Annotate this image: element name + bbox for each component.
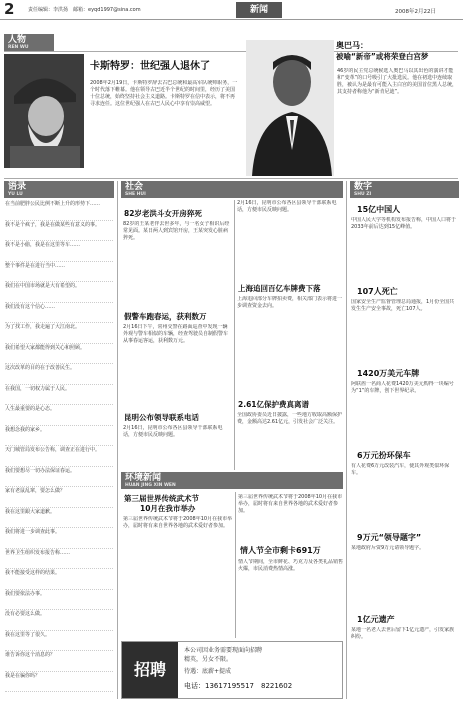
shuzi-body: 中国人民大学等机构发布报告称，中国人口将于2033年前后达到15亿峰值。 bbox=[351, 217, 457, 230]
yulu-item: 我们希望大家都能得到关心和照顾。 bbox=[5, 344, 113, 365]
yulu-item: 我们将进一步调查此事。 bbox=[5, 528, 113, 549]
huanjing-a1-headline-1: 第三届世界传统武术节 bbox=[124, 494, 199, 503]
yulu-item: 我在这里跟大家道歉。 bbox=[5, 508, 113, 529]
shuzi-headline: 1420万美元车牌 bbox=[357, 369, 420, 378]
huanjing-a2-body: 情人节期间，全市鲜花、巧克力及各类礼品销售火爆，市民消费热情高涨。 bbox=[238, 559, 343, 572]
shuzi-body: 有人花费6万元改装汽车，使其外观类似环保车。 bbox=[351, 463, 450, 476]
ad-phone-line bbox=[184, 682, 342, 691]
shuzi-body: 阿联酋一名商人花费1420万美元购得一块编号为“1”的车牌，创下世界纪录。 bbox=[351, 381, 454, 394]
ad-text-1: 本公司因业务需要现面向招聘 bbox=[184, 647, 263, 654]
yulu-item: 在当前肥胖公民比例不断上升的形势下…… bbox=[5, 200, 113, 221]
shuzi-headline: 6万元扮环保车 bbox=[357, 451, 411, 460]
shuzi-body: 某地政府斥资9万元请领导题字。 bbox=[351, 545, 425, 551]
huanjing-a1-headline-2: 10月在我市举办 bbox=[140, 504, 196, 513]
yulu-subtitle: YU LU bbox=[8, 192, 23, 197]
yulu-item: 我不是个疯子，我是在做某些有意义的事。 bbox=[5, 221, 113, 242]
yulu-item: 谁告诉你这个消息的？ bbox=[5, 651, 113, 672]
huanjing-col2-continuation: 第三届世界传统武术节将于2008年10月在我市举办，届时将有来自世界各地的武术爱好者参加。 bbox=[238, 494, 343, 514]
shuzi-body: 国家安全生产监督管理总局通报，1月份全国共发生生产安全事故，死亡107人。 bbox=[351, 299, 455, 312]
shuzi-title: 数字 bbox=[354, 182, 373, 192]
shuzi-item bbox=[351, 530, 458, 612]
huanjing-title: 环境新闻 bbox=[125, 473, 162, 483]
ad-title: 招聘 bbox=[122, 642, 178, 698]
section-divider bbox=[4, 178, 458, 179]
huanjing-subtitle: HUAN JING XIN WEN bbox=[125, 483, 176, 488]
obama-headline-1: 奥巴马： bbox=[336, 41, 368, 50]
shehui-a2-headline: 假警车跑春运，获利数万 bbox=[124, 312, 207, 321]
publish-date: 2008年2月22日 bbox=[395, 9, 436, 15]
renwu-title: 人物 bbox=[8, 35, 27, 45]
shuzi-item bbox=[351, 612, 458, 694]
obama-photo bbox=[246, 40, 334, 176]
shuzi-headline: 107人死亡 bbox=[357, 287, 398, 296]
huanjing-a1-body: 第三届世界传统武术节将于2008年10月在我市举办，届时将有来自世界各地的武术爱好者参加。 bbox=[123, 516, 233, 529]
ad-text-2: 精英，另女不限。 bbox=[184, 656, 233, 663]
shehui-a1-body: 82岁的王某老伴去世多年，与一名女子相识后经常见面。某日两人到宾馆开房，王某突发心脏病猝死。 bbox=[123, 221, 230, 241]
shuzi-item bbox=[351, 284, 458, 366]
yulu-item: 整个事件是在进行当中…… bbox=[5, 262, 113, 283]
ad-phone-label: 电话： bbox=[184, 682, 205, 690]
yulu-item: 我们要想尽一切办法保证春运。 bbox=[5, 467, 113, 488]
yulu-item: 家有老鼠乱窜，要怎么做？ bbox=[5, 487, 113, 508]
yulu-item: 天门城管局发布公告称，调查正在进行中。 bbox=[5, 446, 113, 467]
shuzi-headline: 9万元“领导题字” bbox=[357, 533, 422, 542]
renwu-subtitle: REN WU bbox=[8, 45, 29, 50]
shuzi-headline: 1亿元遗产 bbox=[357, 615, 395, 624]
yulu-title: 语录 bbox=[8, 182, 27, 192]
obama-headline-2: 被喻“新帝”或将荣登白宫梦 bbox=[336, 52, 429, 61]
shuzi-item bbox=[351, 448, 458, 530]
shehui-subtitle: SHE HUI bbox=[125, 192, 146, 197]
shehui-a3-body: 2月16日，昆明市公布各区县领导干部联系电话，方便市民反映问题。 bbox=[123, 425, 223, 438]
castro-headline: 卡斯特罗：世纪强人退休了 bbox=[90, 61, 210, 72]
yulu-item: 这次改革的目的在于改善民生。 bbox=[5, 364, 113, 385]
yulu-item: 我想念我的家乡。 bbox=[5, 426, 113, 447]
shuzi-list bbox=[351, 202, 458, 698]
shuzi-item bbox=[351, 366, 458, 448]
shuzi-headline: 15亿中国人 bbox=[357, 205, 401, 214]
ad-contact: 待遇：底薪+提成 bbox=[184, 668, 232, 675]
shuzi-subtitle: SHU ZI bbox=[354, 192, 372, 197]
shehui-a4-headline: 上海追回百亿车牌费下落 bbox=[238, 284, 321, 293]
yulu-item: 我不能接受这样的结果。 bbox=[5, 569, 113, 590]
column-rule-1 bbox=[117, 181, 118, 699]
yulu-item: 在我国，一切权力属于人民。 bbox=[5, 385, 113, 406]
shehui-a5-headline: 2.61亿保护费真离谱 bbox=[238, 400, 310, 409]
castro-body: 2008年2月19日，卡斯特罗辞去古巴总统和最高军队统帅职务，一个时代落下帷幕。他在领导古巴近半个世纪的时间里，经历了美国十位总统，始终坚持社会主义道路。卡斯特罗在信中表示，将不再寻求连任。这位世纪强人在古巴人民心中享有崇高威望。 bbox=[90, 80, 238, 107]
huanjing-header bbox=[121, 472, 343, 489]
yulu-item: 我不是小偷，我是在这里等车…… bbox=[5, 241, 113, 262]
yulu-item: 我们在中国市场就是大有希望的。 bbox=[5, 282, 113, 303]
column-rule-3 bbox=[346, 181, 347, 699]
yulu-item: 我是在骗你吗？ bbox=[5, 672, 113, 693]
yulu-item: 我在这里等了很久。 bbox=[5, 631, 113, 652]
yulu-header bbox=[4, 181, 114, 198]
yulu-item: 我们没有这个信心…… bbox=[5, 303, 113, 324]
yulu-item: 为了找工作，我走遍了大江南北。 bbox=[5, 323, 113, 344]
column-rule-2 bbox=[234, 200, 235, 470]
huanjing-a2-headline: 情人节全市剩卡691万 bbox=[240, 546, 321, 555]
shehui-title: 社会 bbox=[125, 182, 144, 192]
shehui-a1-headline: 82岁老洪斗女开房猝死 bbox=[124, 209, 202, 218]
renwu-header bbox=[4, 34, 54, 51]
shehui-a2-body: 2月16日下午，常州交警在路面巡查中发现一辆外观与警车相似的车辆，经查驾驶员自制假警车从事春运客运，获利数万元。 bbox=[123, 324, 229, 344]
yulu-item: 人生最重要的是心态。 bbox=[5, 405, 113, 426]
shehui-a4-body: 上海追回部分车牌拍卖费，相关部门表示将进一步调查资金去向。 bbox=[237, 296, 343, 309]
section-tab: 新闻 bbox=[236, 2, 282, 18]
yulu-item: 我们要依法办事。 bbox=[5, 590, 113, 611]
yulu-item: 没有必要这么做。 bbox=[5, 610, 113, 631]
shehui-col2-continuation: 2月16日，昆明市公布各区县领导干部联系电话，方便市民反映问题。 bbox=[237, 200, 337, 213]
column-rule-4 bbox=[235, 492, 236, 638]
shehui-a3-headline: 昆明公布领导联系电话 bbox=[124, 413, 199, 422]
editor-info: 责任编辑：李洪扬 邮箱：eyqd1997@sina.com bbox=[28, 7, 141, 13]
castro-photo bbox=[4, 54, 84, 168]
shehui-header bbox=[121, 181, 343, 198]
ad-phone: 13617195517 8221602 bbox=[205, 682, 293, 690]
yulu-list bbox=[5, 200, 113, 698]
shuzi-header bbox=[350, 181, 459, 198]
obama-body: 46岁的民主党总统候选人奥巴马以其出色的演讲才能和“变革”的口号吸引了大批选民。他在初选中连续取胜，被认为是最有可能入主白宫的美国首位黑人总统，其支持者称他为“新肯尼迪”。 bbox=[337, 68, 458, 95]
shuzi-item bbox=[351, 202, 458, 284]
page-number: 2 bbox=[4, 0, 15, 18]
shehui-a5-body: 全国政协委员近日披露，一些地方收取高额保护费，金额高达2.61亿元，引发社会广泛关注。 bbox=[237, 412, 343, 425]
yulu-item: 世界卫生组织发布报告称…… bbox=[5, 549, 113, 570]
shuzi-body: 某地一名老人去世后留下1亿元遗产，引发家族纠纷。 bbox=[351, 627, 455, 640]
